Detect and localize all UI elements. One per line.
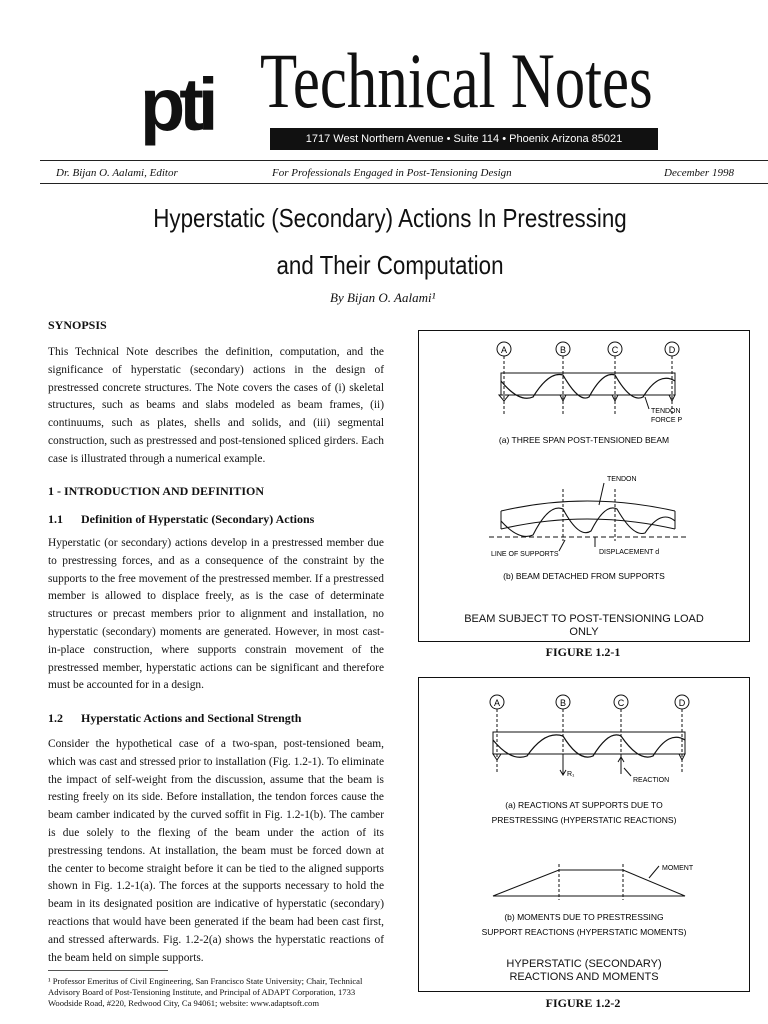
section-1-2-text: Consider the hypothetical case of a two-span, post-tensioned beam, which was cast and stressed prior to installation (Fig. 1.2-1). To eliminate the impact of self-weight from the discussion, assume that the beam is resting freely on its side. Before installation, the tendon forces cause the beam camber indicated by the curved soffit in Fig. 1.2-1(b). The camber is due solely to the flexing of the beam under the action of its prestressing tendons. At installation, the beam must be forced down at the center to become straight before it can be tied to the aligned supports shown in Fig. 1.2-1(a). The forces at the supports necessary to hold the beam in its designated position are indicative of hyperstatic (secondary) reactions that would have been generated if the beam had been cast first, and stressed afterwards. Fig. 1.2-2(a) shows the hyperstatic reactions of the beam held on simple supports. (48, 738, 384, 964)
figure-1-2-2-title (419, 958, 749, 984)
intro-heading: 1 - INTRODUCTION AND DEFINITION (48, 484, 265, 498)
figure-1-2-2-title-line1: HYPERSTATIC (SECONDARY) (506, 958, 662, 970)
moment-label: MOMENT (662, 865, 694, 872)
issue-date: December 1998 (664, 167, 734, 179)
support-label-b: B (559, 345, 567, 355)
caption-1b: (b) BEAM DETACHED FROM SUPPORTS (503, 571, 665, 581)
byline: By Bijan O. Aalami¹ (330, 290, 436, 305)
synopsis-text: This Technical Note describes the definition, computation, and the significance of hyperstatic (secondary) actions in the design of prestressed concrete structures. The Note covers the cases of (i) skeletal structures, such as beams and slabs modeled as beam frames, (ii) continuums, such as plates, shells and solids, and (iii) segmental construction, such as prestressed and post-tensioned spliced girders. Each case is illustrated through a numerical example. (48, 346, 384, 465)
line-of-supports-label: LINE OF SUPPORTS (491, 551, 559, 558)
masthead-title: Technical Notes (260, 37, 653, 124)
support-label-a: A (500, 345, 508, 355)
figure-1-2-1-diagram (419, 331, 749, 641)
section-1-2-heading: 1.2 Hyperstatic Actions and Sectional Strength (48, 711, 302, 725)
figure-1-2-1-box (418, 330, 750, 642)
caption-1a: (a) THREE SPAN POST-TENSIONED BEAM (498, 435, 670, 445)
displacement-label: DISPLACEMENT d (599, 549, 660, 556)
reaction-label: REACTION (633, 777, 670, 784)
figure-1-2-2-label: FIGURE 1.2-2 (545, 996, 621, 1010)
figure-1-2-2-title-line2: REACTIONS AND MOMENTS (509, 971, 659, 983)
header-rule-bottom (40, 183, 768, 184)
caption-2b-line2: SUPPORT REACTIONS (HYPERSTATIC MOMENTS) (481, 927, 687, 937)
tagline: For Professionals Engaged in Post-Tensioning Design (272, 167, 512, 179)
figure-1-2-1-label: FIGURE 1.2-1 (545, 645, 621, 659)
support-label-b2: B (559, 698, 567, 708)
support-label-d: D (668, 345, 676, 355)
r1-label: R₁ (567, 771, 575, 778)
tendon-label: TENDON (651, 408, 681, 415)
footnote-rule (48, 970, 168, 971)
editor-credit: Dr. Bijan O. Aalami, Editor (56, 167, 178, 179)
figure-1-2-1-title-line2: ONLY (569, 626, 599, 638)
figure-1-2-2-box (418, 677, 750, 992)
figure-1-2-2-diagram (419, 678, 749, 991)
support-label-c: C (611, 345, 619, 355)
caption-2b-line1: (b) MOMENTS DUE TO PRESTRESSING (504, 912, 664, 922)
support-label-d2: D (678, 698, 686, 708)
footnote: ¹ Professor Emeritus of Civil Engineering, San Francisco State University; Chair, Technical Advisory Board of Post-Tensioning Institute, and Principal of ADAPT Corporation, 1733 Woodside Road, #220, Redwood City, Ca 94061; website: www.adaptsoft.com (48, 976, 363, 1008)
article-title-line1: Hyperstatic (Secondary) Actions In Prestressing (153, 203, 627, 233)
figure-1-2-1-title-line1: BEAM SUBJECT TO POST-TENSIONING LOAD (464, 613, 704, 625)
article-title-line2: and Their Computation (276, 250, 504, 280)
address-bar: 1717 West Northern Avenue • Suite 114 • Phoenix Arizona 85021 (270, 128, 658, 150)
figure-1-2-1-title (419, 613, 749, 639)
section-1-1-heading: 1.1 Definition of Hyperstatic (Secondary) Actions (48, 512, 315, 526)
header-rule-top (40, 160, 768, 161)
caption-2a-line2: PRESTRESSING (HYPERSTATIC REACTIONS) (491, 815, 677, 825)
section-1-1-text: Hyperstatic (or secondary) actions develop in a prestressed member due to prestressing forces, and as a consequence of the constraint by the supports to the free movement of the prestressed member. If a prestressed member is allowed to displace freely, as is the case of determinate structures or precast members prior to alignment and installation, no hyperstatic (secondary) moments are generated. However, in most cast-in-place construction, where supports constrain movement of the prestressed member, hyperstatic actions can be significant and therefore must be accounted for in a design. (48, 537, 384, 692)
support-label-a2: A (493, 698, 501, 708)
force-label: FORCE P (651, 417, 683, 424)
tendon-label-b: TENDON (607, 476, 637, 483)
pti-logo: pti (140, 63, 213, 146)
synopsis-heading: SYNOPSIS (48, 318, 107, 332)
caption-2a-line1: (a) REACTIONS AT SUPPORTS DUE TO (505, 800, 663, 810)
support-label-c2: C (617, 698, 625, 708)
